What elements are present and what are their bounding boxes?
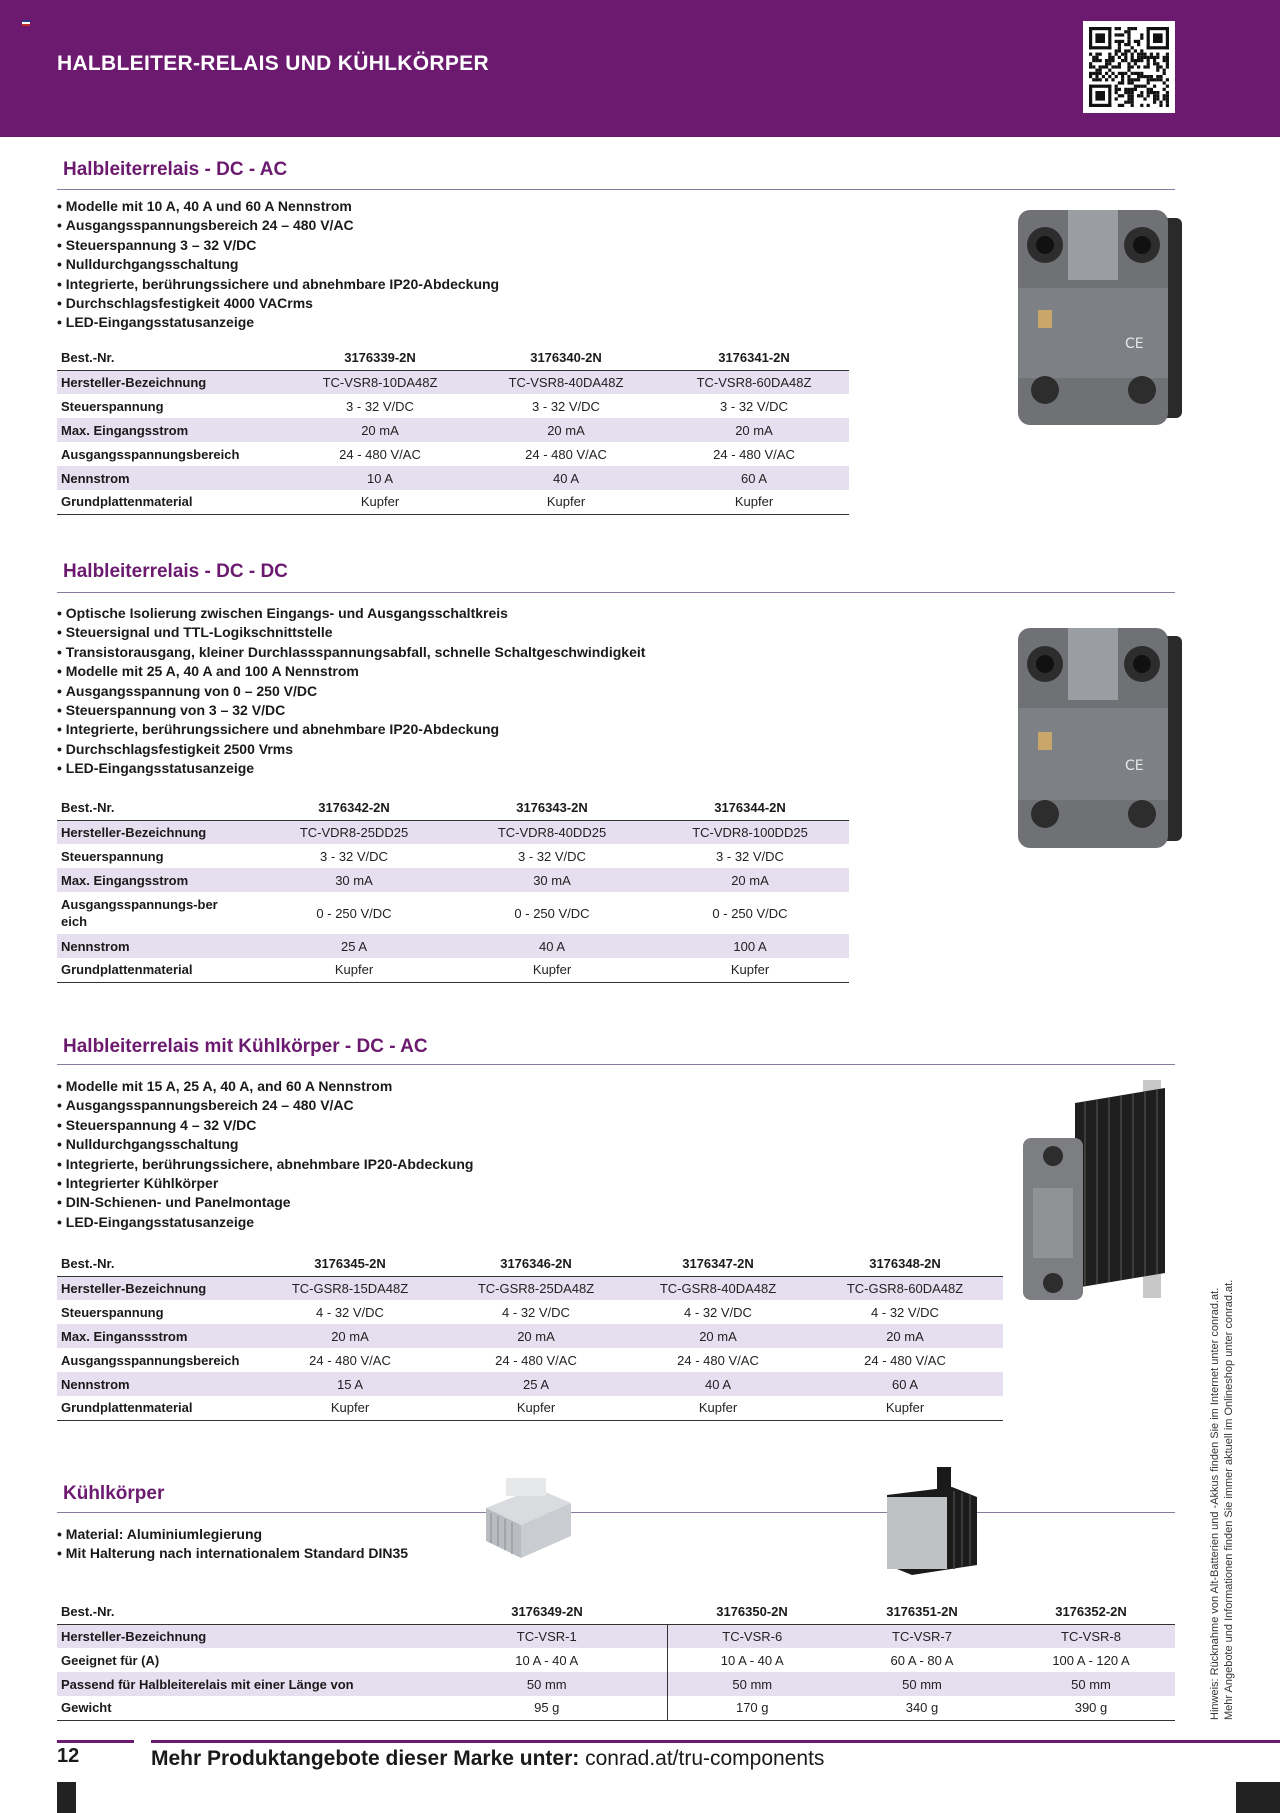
row-label: Max. Eingangsstrom	[57, 868, 255, 892]
spec-table-dc-dc	[57, 796, 849, 983]
table-cell: TC-VSR-7	[837, 1624, 1007, 1648]
table-cell: Kupfer	[255, 958, 453, 982]
table-cell: 0 - 250 V/DC	[712, 905, 788, 921]
table-cell: 25 A	[443, 1372, 629, 1396]
order-number[interactable]: 3176344-2N	[651, 796, 849, 820]
footer-accent-bar	[57, 1740, 134, 1743]
qr-code[interactable]	[1083, 21, 1175, 113]
feature-item: • Optische Isolierung zwischen Eingangs- und Ausgangsschaltkreis	[57, 604, 645, 623]
row-label: Geeignet für (A)	[61, 1652, 160, 1668]
row-label: Ausgangsspannungsbereich	[61, 446, 240, 462]
relay-product-image	[1010, 618, 1185, 853]
table-row	[57, 934, 849, 958]
section-divider	[57, 1064, 1175, 1065]
feature-item: • Transistorausgang, kleiner Durchlassspannungsabfall, schnelle Schaltgeschwindigkeit	[57, 643, 645, 662]
table-cell: TC-VSR8-60DA48Z	[659, 370, 849, 394]
corner-mark	[1236, 1782, 1280, 1813]
table-cell: TC-VSR8-40DA48Z	[473, 370, 659, 394]
row-label: Steuerspannung	[61, 398, 164, 414]
table-cell: 20 mA	[257, 1324, 443, 1348]
table-cell: Kupfer	[453, 958, 651, 982]
qr-code-icon	[1089, 27, 1169, 107]
table-cell: 40 A	[453, 934, 651, 958]
feature-list-heatsink-relay	[57, 1077, 473, 1232]
table-cell: 40 A	[629, 1372, 807, 1396]
table-cell: Kupfer	[651, 958, 849, 982]
table-cell: 390 g	[1007, 1696, 1175, 1720]
row-label: Steuerspannung	[61, 1304, 164, 1320]
table-cell: 20 mA	[807, 1324, 1003, 1348]
page-title: HALBLEITER-RELAIS UND KÜHLKÖRPER	[57, 52, 489, 75]
side-note-line: Hinweis: Rücknahme von Alt-Batterien und -Akkus finden Sie im Internet unter conrad.at.	[1209, 1287, 1221, 1720]
table-cell: TC-VSR8-10DA48Z	[287, 370, 473, 394]
feature-list-heatsink	[57, 1525, 408, 1564]
order-number[interactable]: 3176346-2N	[443, 1252, 629, 1276]
table-cell: 4 - 32 V/DC	[684, 1304, 752, 1320]
table-cell: 3 - 32 V/DC	[720, 398, 788, 414]
table-row	[57, 418, 849, 442]
table-cell: 20 mA	[659, 418, 849, 442]
feature-list-dc-dc	[57, 604, 645, 779]
table-cell: 24 - 480 V/AC	[525, 446, 607, 462]
row-label: Max. Einganssstrom	[57, 1324, 257, 1348]
footer-url-link[interactable]: conrad.at/tru-components	[585, 1747, 825, 1770]
feature-item: • Integrierte, berührungssichere und abnehmbare IP20-Abdeckung	[57, 720, 645, 739]
table-cell: Kupfer	[473, 490, 659, 514]
feature-item: • Integrierter Kühlkörper	[57, 1174, 473, 1193]
table-cell: 4 - 32 V/DC	[316, 1304, 384, 1320]
feature-item: • Mit Halterung nach internationalem Standard DIN35	[57, 1544, 408, 1563]
table-row	[57, 958, 849, 982]
order-number[interactable]: 3176341-2N	[659, 346, 849, 370]
table-cell: 340 g	[837, 1696, 1007, 1720]
feature-item: • Modelle mit 15 A, 25 A, 40 A, and 60 A Nennstrom	[57, 1077, 473, 1096]
table-cell: 15 A	[257, 1372, 443, 1396]
table-row	[57, 892, 849, 934]
side-note	[1208, 1280, 1236, 1720]
table-row	[57, 1648, 1175, 1672]
relay-product-image	[1010, 200, 1185, 430]
section-title-dc-ac: Halbleiterrelais - DC - AC	[63, 159, 288, 180]
order-number[interactable]: 3176352-2N	[1007, 1600, 1175, 1624]
row-label: Grundplattenmaterial	[57, 490, 287, 514]
order-number[interactable]: 3176349-2N	[427, 1600, 667, 1624]
table-row	[57, 490, 849, 514]
table-cell: 60 A	[807, 1372, 1003, 1396]
table-cell: TC-VDR8-40DD25	[453, 820, 651, 844]
table-cell: 20 mA	[629, 1324, 807, 1348]
table-cell: 0 - 250 V/DC	[316, 905, 392, 921]
table-cell: 60 A - 80 A	[890, 1652, 954, 1668]
feature-item: • Nulldurchgangsschaltung	[57, 255, 499, 274]
table-cell: 24 - 480 V/AC	[339, 446, 421, 462]
feature-item: • LED-Eingangsstatusanzeige	[57, 1213, 473, 1232]
table-cell: 95 g	[427, 1696, 667, 1720]
row-label: Steuerspannung	[61, 848, 164, 864]
feature-item: • Integrierte, berührungssichere und abnehmbare IP20-Abdeckung	[57, 275, 499, 294]
table-cell: 10 A	[287, 466, 473, 490]
table-cell: 24 - 480 V/AC	[309, 1352, 391, 1368]
footer-label: Mehr Produktangebote dieser Marke unter:	[151, 1747, 580, 1770]
feature-item: • Integrierte, berührungssichere, abnehmbare IP20-Abdeckung	[57, 1155, 473, 1174]
feature-item: • Ausgangsspannungsbereich 24 – 480 V/AC	[57, 1096, 473, 1115]
table-cell: Kupfer	[257, 1396, 443, 1420]
table-cell: Kupfer	[659, 490, 849, 514]
table-cell: 3 - 32 V/DC	[532, 398, 600, 414]
svg-text:CE: CE	[1125, 758, 1144, 774]
table-header-cell: Best.-Nr.	[57, 346, 287, 370]
side-note-line: Mehr Angebote und Informationen finden Sie immer aktuell im Onlineshop unter conrad.at.	[1223, 1279, 1235, 1720]
heatsink-relay-product-image	[1015, 1078, 1175, 1303]
table-cell: 24 - 480 V/AC	[677, 1352, 759, 1368]
row-label: Hersteller-Bezeichnung	[57, 1276, 257, 1300]
feature-item: • Material: Aluminiumlegierung	[57, 1525, 408, 1544]
table-cell: TC-GSR8-25DA48Z	[443, 1276, 629, 1300]
row-label: Nennstrom	[57, 934, 255, 958]
feature-item: • DIN-Schienen- und Panelmontage	[57, 1193, 473, 1212]
table-header-row	[57, 796, 849, 820]
row-label: Passend für Halbleiterelais mit einer Länge von	[57, 1672, 427, 1696]
table-row	[57, 868, 849, 892]
table-cell: TC-VSR-8	[1007, 1624, 1175, 1648]
section-divider	[57, 592, 1175, 593]
section-title-heatsink: Kühlkörper	[63, 1483, 165, 1504]
table-cell: Kupfer	[287, 490, 473, 514]
table-cell: TC-VSR-1	[427, 1624, 667, 1648]
table-header-cell: Best.-Nr.	[57, 1600, 427, 1624]
table-cell: 4 - 32 V/DC	[502, 1304, 570, 1320]
table-cell: 30 mA	[453, 868, 651, 892]
row-label: Hersteller-Bezeichnung	[57, 820, 255, 844]
table-cell: TC-VDR8-25DD25	[255, 820, 453, 844]
table-cell: 24 - 480 V/AC	[864, 1352, 946, 1368]
order-number[interactable]: 3176351-2N	[837, 1600, 1007, 1624]
table-row	[57, 844, 849, 868]
table-row	[57, 1624, 1175, 1648]
table-cell: 0 - 250 V/DC	[514, 905, 590, 921]
footer-promo	[151, 1747, 824, 1771]
table-row	[57, 1672, 1175, 1696]
page-header	[0, 0, 1280, 137]
table-row	[57, 1396, 1003, 1420]
spec-table-heatsink-relay	[57, 1252, 1003, 1421]
order-number[interactable]: 3176342-2N	[255, 796, 453, 820]
feature-item: • Modelle mit 10 A, 40 A und 60 A Nennstrom	[57, 197, 499, 216]
table-cell: 20 mA	[443, 1324, 629, 1348]
order-number[interactable]: 3176343-2N	[453, 796, 651, 820]
table-cell: 30 mA	[255, 868, 453, 892]
row-label-text: Ausgangsspannungs-bereich	[61, 897, 218, 929]
order-number[interactable]: 3176347-2N	[629, 1252, 807, 1276]
table-cell: TC-GSR8-40DA48Z	[629, 1276, 807, 1300]
table-cell: 100 A	[651, 934, 849, 958]
table-cell: 50 mm	[667, 1672, 837, 1696]
table-cell: Kupfer	[629, 1396, 807, 1420]
order-number[interactable]: 3176345-2N	[257, 1252, 443, 1276]
table-header-cell: Best.-Nr.	[57, 1252, 257, 1276]
row-label: Hersteller-Bezeichnung	[57, 1624, 427, 1648]
section-title-heatsink-relay: Halbleiterrelais mit Kühlkörper - DC - AC	[63, 1036, 428, 1057]
feature-item: • Durchschlagsfestigkeit 2500 Vrms	[57, 740, 645, 759]
feature-item: • Durchschlagsfestigkeit 4000 VACrms	[57, 294, 499, 313]
feature-item: • Steuerspannung 4 – 32 V/DC	[57, 1116, 473, 1135]
feature-item: • Ausgangsspannung von 0 – 250 V/DC	[57, 682, 645, 701]
table-cell: 25 A	[255, 934, 453, 958]
table-header-row	[57, 1600, 1175, 1624]
table-cell: 3 - 32 V/DC	[518, 848, 586, 864]
table-cell: Kupfer	[443, 1396, 629, 1420]
table-header-cell: Best.-Nr.	[57, 796, 255, 820]
table-row	[57, 1276, 1003, 1300]
row-label: Grundplattenmaterial	[57, 1396, 257, 1420]
spec-table-heatsink	[57, 1600, 1175, 1721]
table-header-row	[57, 346, 849, 370]
svg-text:CE: CE	[1125, 336, 1144, 352]
table-cell: 10 A - 40 A	[515, 1652, 579, 1668]
feature-item: • Steuersignal und TTL-Logikschnittstelle	[57, 623, 645, 642]
row-label: Nennstrom	[57, 466, 287, 490]
table-cell: 170 g	[667, 1696, 837, 1720]
table-cell: 3 - 32 V/DC	[346, 398, 414, 414]
table-row	[57, 370, 849, 394]
feature-list-dc-ac	[57, 197, 499, 333]
table-row	[57, 394, 849, 418]
order-number[interactable]: 3176348-2N	[807, 1252, 1003, 1276]
table-cell: TC-VDR8-100DD25	[651, 820, 849, 844]
table-cell: 20 mA	[473, 418, 659, 442]
table-row	[57, 820, 849, 844]
row-label: Hersteller-Bezeichnung	[57, 370, 287, 394]
table-header-row	[57, 1252, 1003, 1276]
table-cell: Kupfer	[807, 1396, 1003, 1420]
table-cell: 50 mm	[427, 1672, 667, 1696]
table-cell: 50 mm	[837, 1672, 1007, 1696]
table-cell: 50 mm	[1007, 1672, 1175, 1696]
feature-item: • LED-Eingangsstatusanzeige	[57, 759, 645, 778]
feature-item: • Ausgangsspannungsbereich 24 – 480 V/AC	[57, 216, 499, 235]
table-cell: 24 - 480 V/AC	[713, 446, 795, 462]
heatsink-product-image	[882, 1465, 982, 1585]
table-cell: 20 mA	[651, 868, 849, 892]
row-label: Nennstrom	[57, 1372, 257, 1396]
row-label: Gewicht	[57, 1696, 427, 1720]
feature-item: • Steuerspannung 3 – 32 V/DC	[57, 236, 499, 255]
row-label	[57, 892, 255, 934]
row-label: Max. Eingangsstrom	[57, 418, 287, 442]
table-cell: 60 A	[659, 466, 849, 490]
table-cell: 4 - 32 V/DC	[871, 1304, 939, 1320]
section-title-dc-dc: Halbleiterrelais - DC - DC	[63, 561, 288, 582]
table-row	[57, 1324, 1003, 1348]
section-divider	[57, 189, 1175, 190]
feature-item: • Nulldurchgangsschaltung	[57, 1135, 473, 1154]
table-row	[57, 1300, 1003, 1324]
footer-divider	[151, 1740, 1280, 1743]
feature-item: • Steuerspannung von 3 – 32 V/DC	[57, 701, 645, 720]
table-cell: TC-VSR-6	[667, 1624, 837, 1648]
table-cell: 10 A - 40 A	[667, 1648, 837, 1672]
feature-item: • Modelle mit 25 A, 40 A and 100 A Nennstrom	[57, 662, 645, 681]
table-cell: TC-GSR8-15DA48Z	[257, 1276, 443, 1300]
table-cell: 24 - 480 V/AC	[495, 1352, 577, 1368]
order-number[interactable]: 3176339-2N	[287, 346, 473, 370]
row-label: Grundplattenmaterial	[57, 958, 255, 982]
row-label: Ausgangsspannungsbereich	[61, 1352, 240, 1368]
country-flag-icon	[22, 20, 30, 26]
table-row	[57, 466, 849, 490]
table-row	[57, 1696, 1175, 1720]
table-cell: 20 mA	[287, 418, 473, 442]
table-cell: 3 - 32 V/DC	[716, 848, 784, 864]
feature-item: • LED-Eingangsstatusanzeige	[57, 313, 499, 332]
table-row	[57, 442, 849, 466]
table-row	[57, 1348, 1003, 1372]
order-number[interactable]: 3176350-2N	[667, 1600, 837, 1624]
table-cell: 40 A	[473, 466, 659, 490]
spec-table-dc-ac	[57, 346, 849, 515]
heatsink-product-image	[476, 1473, 576, 1563]
corner-mark	[57, 1782, 76, 1813]
table-cell: 3 - 32 V/DC	[320, 848, 388, 864]
table-cell: TC-GSR8-60DA48Z	[807, 1276, 1003, 1300]
order-number[interactable]: 3176340-2N	[473, 346, 659, 370]
table-cell: 100 A - 120 A	[1052, 1652, 1130, 1668]
table-row	[57, 1372, 1003, 1396]
section-divider	[57, 1512, 1175, 1513]
page-number: 12	[57, 1745, 80, 1767]
